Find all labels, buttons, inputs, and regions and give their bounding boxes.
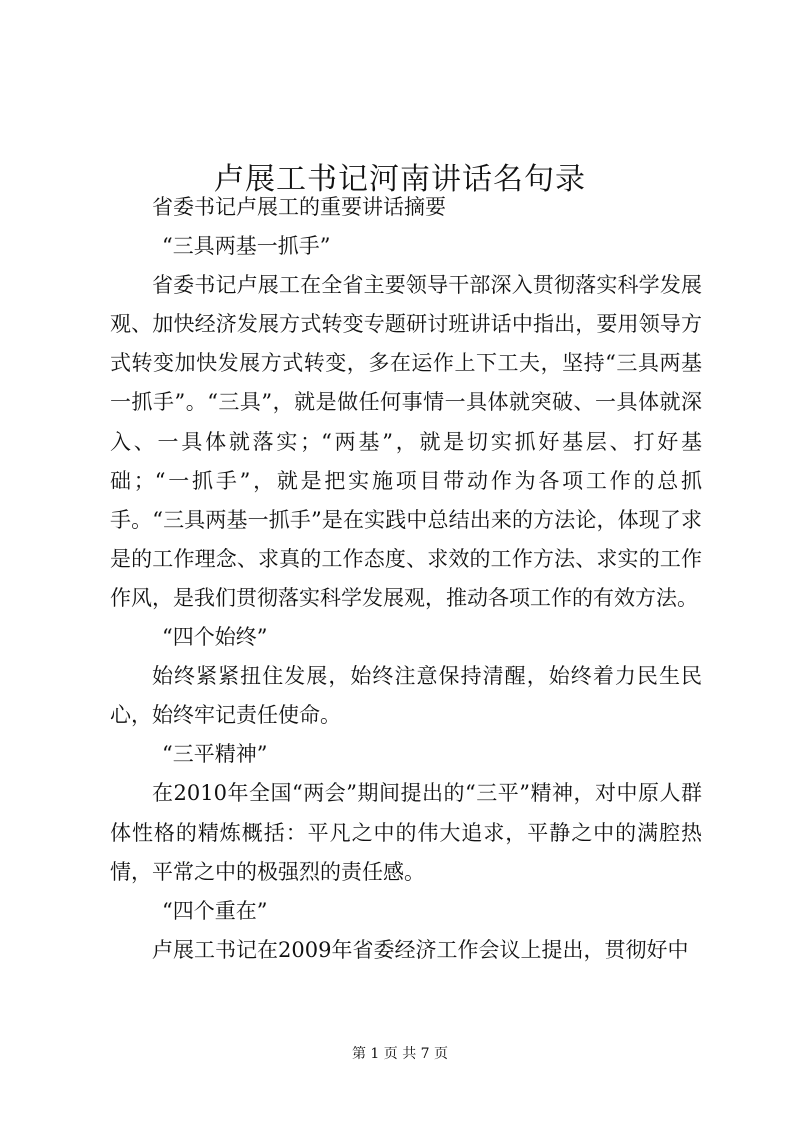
summary-intro-paragraph: 省委书记卢展工的重要讲话摘要 [152,195,446,219]
body-paragraph-san-ping-jing-shen: 在2010年全国“两会”期间提出的“三平”精神，对中原人群体性格的精炼概括：平凡之中的伟大追求，平静之中的满腔热情，平常之中的极强烈的责任感。 [110,781,702,884]
body-paragraph-si-ge-zhong-zai: 卢展工书记在2009年省委经济工作会议上提出，贯彻好中 [152,937,689,962]
section-heading-si-ge-zhong-zai: “四个重在” [162,898,268,923]
section-heading-si-ge-shi-zhong: “四个始终” [162,625,268,650]
page-number-footer: 第 1 页 共 7 页 [351,1046,449,1062]
body-paragraph-san-ju-liang-ji: 省委书记卢展工在全省主要领导干部深入贯彻落实科学发展观、加快经济发展方式转变专题研讨班讲话中指出，要用领导方式转变加快发展方式转变，多在运作上下工夫，坚持“三具两基一抓手”。“三具”，就是做任何事情一具体就突破、一具体就深入、一具体就落实；“两基”，就是切实抓好基层、打好基础；“一抓手”，就是把实施项目带动作为各项工作的总抓手。“三具两基一抓手”是在实践中总结出来的方法论，体现了求是的工作理念、求真的工作态度、求效的工作方法、求实的工作作风，是我们贯彻落实科学发展观，推动各项工作的有效方法。 [110,273,702,610]
section-heading-san-ju-liang-ji: “三具两基一抓手” [162,234,331,259]
section-heading-san-ping-jing-shen: “三平精神” [162,742,268,767]
document-body [110,188,702,970]
body-paragraph-si-ge-shi-zhong: 始终紧紧扭住发展，始终注意保持清醒，始终着力民生民心，始终牢记责任使命。 [110,664,702,728]
document-title: 卢展工书记河南讲话名句录 [214,162,586,198]
